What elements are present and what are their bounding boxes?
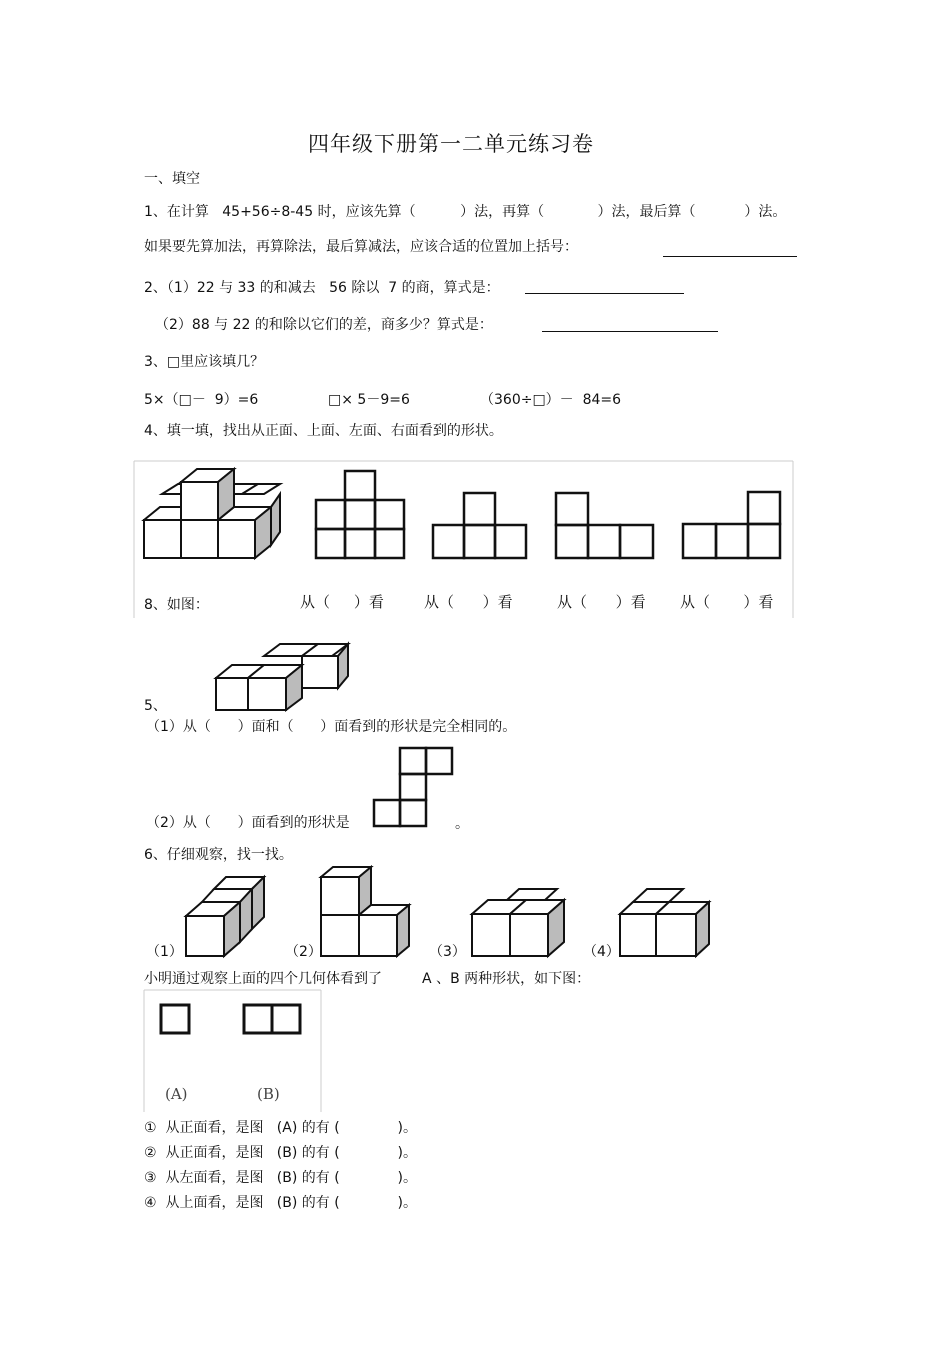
q4-solid-figure <box>144 469 280 558</box>
shape-b <box>244 1005 300 1033</box>
q6-fig-label-4: （4） <box>583 944 620 960</box>
q4-view-label-3: 从（ ）看 <box>557 593 646 611</box>
q6-line2: 小明通过观察上面的四个几何体看到了 A 、B 两种形状，如下图： <box>144 971 591 987</box>
section-heading: 一、填空 <box>144 171 200 187</box>
q4-view-shape-3 <box>556 493 653 558</box>
q6-item-3: ③ 从左面看，是图 (B) 的有 ( )。 <box>144 1170 418 1186</box>
q1-line1: 1、在计算 45+56÷8-45 时，应该先算（ ）法，再算（ ）法，最后算（ ）法。 <box>144 204 787 220</box>
q4-view-shape-4 <box>683 492 780 558</box>
q6-line1: 6、仔细观察，找一找。 <box>144 847 293 863</box>
q4-view-label-4: 从（ ）看 <box>680 593 774 611</box>
q4-view-label-2: 从（ ）看 <box>424 593 513 611</box>
q4-line1: 4、填一填，找出从正面、上面、左面、右面看到的形状。 <box>144 423 503 439</box>
shape-a <box>161 1005 189 1033</box>
shape-a-label: (A) <box>165 1085 188 1103</box>
q5-number: 5、 <box>144 698 167 714</box>
q5-line2: （2）从（ ）面看到的形状是 <box>146 815 350 831</box>
q5-view-shape <box>374 748 452 826</box>
q4-figure-label: 8、如图： <box>144 597 209 613</box>
q3-equation-3: （360÷□）－ 84=6 <box>480 392 622 408</box>
q6-item-4: ④ 从上面看，是图 (B) 的有 ( )。 <box>144 1195 418 1211</box>
q6-item-1: ① 从正面看，是图 (A) 的有 ( )。 <box>144 1120 417 1136</box>
q5-line1: （1）从（ ）面和（ ）面看到的形状是完全相同的。 <box>146 719 517 735</box>
q6-fig-label-3: （3） <box>429 944 466 960</box>
q3-equation-1: 5×（□－ 9）=6 <box>144 392 259 408</box>
shape-b-label: (B) <box>257 1085 280 1103</box>
q2-line2: （2）88 与 22 的和除以它们的差，商多少？算式是： <box>155 317 493 333</box>
q6-solid-figure-2 <box>321 867 409 956</box>
q6-item-2: ② 从正面看，是图 (B) 的有 ( )。 <box>144 1145 418 1161</box>
q6-solid-figure-4 <box>620 889 709 956</box>
q1-line2: 如果要先算加法，再算除法，最后算减法，应该合适的位置加上括号： <box>144 239 578 255</box>
q6-solid-figure-3 <box>472 889 564 956</box>
q6-solid-figure-1 <box>186 877 264 956</box>
page-title: 四年级下册第一二单元练习卷 <box>308 132 594 156</box>
q6-fig-label-2: （2） <box>285 944 322 960</box>
q2-line1: 2、（1）22 与 33 的和减去 56 除以 7 的商，算式是： <box>144 280 500 296</box>
q3-line1: 3、□里应该填几？ <box>144 354 265 370</box>
q4-view-label-1: 从（ ）看 <box>300 593 384 611</box>
q4-view-shape-2 <box>433 493 526 558</box>
q5-solid-figure <box>216 644 348 710</box>
q4-view-shape-1 <box>316 471 404 558</box>
q6-fig-label-1: （1） <box>146 944 183 960</box>
q5-line2-end: 。 <box>455 816 469 832</box>
q3-equation-2: □× 5－9=6 <box>328 392 410 408</box>
